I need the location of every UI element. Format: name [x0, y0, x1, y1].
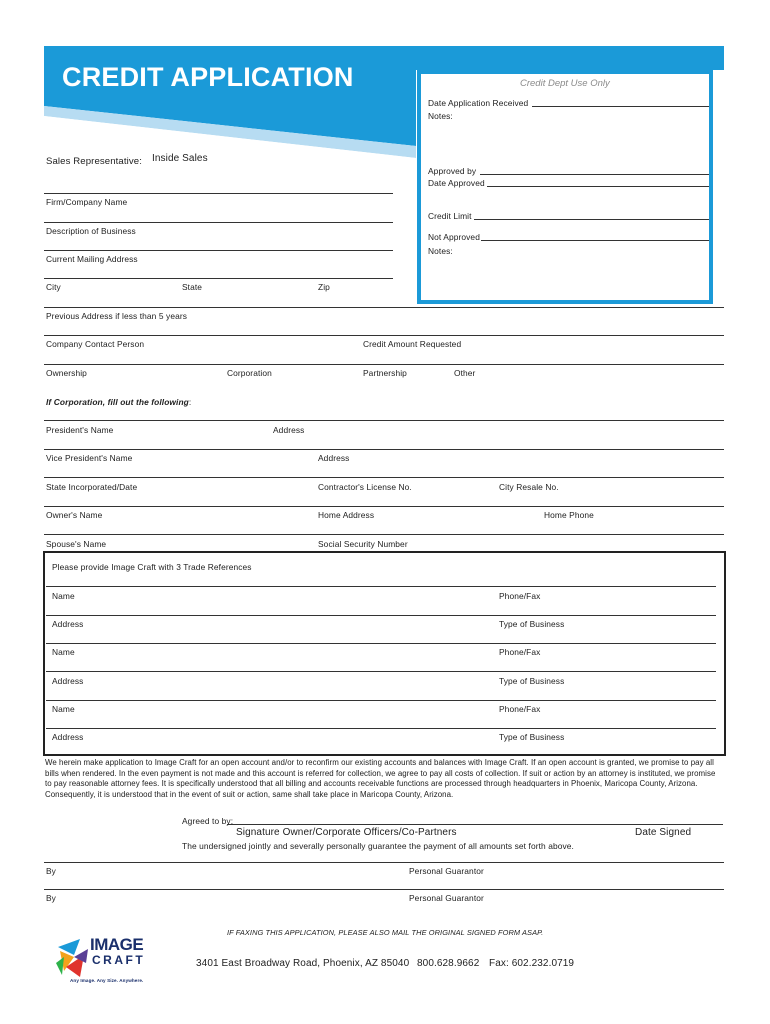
owner-line [44, 506, 724, 507]
approved-by-label: Approved by [428, 166, 477, 176]
president-line [44, 420, 724, 421]
mailing-label: Current Mailing Address [46, 254, 138, 264]
date-received-field[interactable] [532, 106, 709, 107]
description-label: Description of Business [46, 226, 136, 236]
credit-limit-label: Credit Limit [428, 211, 472, 221]
trade-type-3: Type of Business [499, 732, 565, 742]
trade-line-4 [46, 671, 716, 672]
trade-address-1: Address [52, 619, 84, 629]
trade-references-box [43, 551, 726, 756]
trade-type-2: Type of Business [499, 676, 565, 686]
spouse-label: Spouse's Name [46, 539, 107, 549]
trade-phone-1: Phone/Fax [499, 591, 541, 601]
corporation-heading: If Corporation, fill out the following: [46, 397, 192, 407]
date-approved-field[interactable] [487, 186, 709, 187]
trade-phone-2: Phone/Fax [499, 647, 541, 657]
terms-paragraph: We herein make application to Image Craft for an open account and/or to reconfirm our existing accounts and balances with Image Craft. If an open account is granted, we promise to pay all bills when rendered. In the even payment is not made and this account is referred for collection, we agree to pay all costs of collection. If suit or action by an attorney is instituted, we promise to pay reasonable attorney fees. It is specifically understood that all billing and accounts receivable functions are processed through headquarters in Phoenix, Maricopa County, Arizona. Consequently, it is understood that in the event of suit or action, same shall take place in Maricopa County, Arizona. [45, 758, 716, 799]
state-incorporated-label: State Incorporated/Date [46, 482, 138, 492]
agreed-label: Agreed to by: [182, 816, 234, 826]
footer-phone: 800.628.9662 [417, 958, 480, 969]
sales-rep-value[interactable]: Inside Sales [152, 153, 208, 164]
trade-name-2: Name [52, 647, 75, 657]
resale-label: City Resale No. [499, 482, 559, 492]
state-label: State [182, 282, 203, 292]
trade-line-2 [46, 615, 716, 616]
notes-label: Notes: [428, 111, 453, 121]
trade-address-2: Address [52, 676, 84, 686]
guarantor-label-1: Personal Guarantor [409, 866, 484, 876]
spouse-line [44, 534, 724, 535]
previous-line [44, 307, 724, 308]
sales-rep-label: Sales Representative: [46, 156, 142, 167]
guarantor-label-2: Personal Guarantor [409, 893, 484, 903]
date-approved-label: Date Approved [428, 178, 485, 188]
zip-label: Zip [318, 282, 330, 292]
image-craft-logo [54, 935, 164, 990]
other-option[interactable]: Other [454, 368, 476, 378]
trade-intro: Please provide Image Craft with 3 Trade References [52, 562, 252, 572]
corporation-option[interactable]: Corporation [227, 368, 272, 378]
credit-dept-title: Credit Dept Use Only [520, 78, 610, 89]
home-phone-label: Home Phone [544, 510, 594, 520]
previous-address-label: Previous Address if less than 5 years [46, 311, 188, 321]
guarantor-field-2[interactable] [44, 889, 724, 890]
ownership-line [44, 364, 724, 365]
president-address-label: Address [273, 425, 305, 435]
city-label: City [46, 282, 61, 292]
date-signed-label: Date Signed [635, 827, 692, 838]
trade-phone-3: Phone/Fax [499, 704, 541, 714]
footer-fax: Fax: 602.232.0719 [489, 958, 575, 969]
partnership-option[interactable]: Partnership [363, 368, 407, 378]
vice-president-label: Vice President's Name [46, 453, 133, 463]
guarantee-text: The undersigned jointly and severally personally guarantee the payment of all amounts set forth above. [182, 841, 574, 851]
notes-label-2: Notes: [428, 246, 453, 256]
footer-address: 3401 East Broadway Road, Phoenix, AZ 85040 [196, 958, 410, 969]
logo-tagline: Any Image. Any Size. Anywhere. [70, 978, 144, 983]
not-approved-label: Not Approved [428, 232, 480, 242]
city-line [44, 278, 393, 279]
credit-limit-field[interactable] [474, 219, 709, 220]
logo-word-craft: CRAFT [92, 953, 146, 967]
guarantor-field-1[interactable] [44, 862, 724, 863]
contact-line [44, 335, 724, 336]
firm-line [44, 193, 393, 194]
by-label-2: By [46, 893, 56, 903]
contractor-license-label: Contractor's License No. [318, 482, 412, 492]
president-label: President's Name [46, 425, 114, 435]
approved-by-field[interactable] [480, 174, 709, 175]
trade-line-6 [46, 728, 716, 729]
mailing-line [44, 250, 393, 251]
page-title: CREDIT APPLICATION [62, 62, 354, 92]
trade-type-1: Type of Business [499, 619, 565, 629]
faxing-note: IF FAXING THIS APPLICATION, PLEASE ALSO MAIL THE ORIGINAL SIGNED FORM ASAP. [227, 928, 544, 937]
ownership-label: Ownership [46, 368, 87, 378]
vice-address-label: Address [318, 453, 350, 463]
credit-amount-label: Credit Amount Requested [363, 339, 462, 349]
by-label-1: By [46, 866, 56, 876]
signature-field[interactable] [227, 824, 723, 825]
contact-label: Company Contact Person [46, 339, 145, 349]
trade-line-1 [46, 586, 716, 587]
trade-name-3: Name [52, 704, 75, 714]
logo-mark-icon [54, 937, 94, 981]
trade-address-3: Address [52, 732, 84, 742]
description-line [44, 222, 393, 223]
trade-line-3 [46, 643, 716, 644]
date-received-label: Date Application Received [428, 98, 529, 108]
trade-name-1: Name [52, 591, 75, 601]
corporation-heading-text: If Corporation, fill out the following [46, 397, 189, 407]
vice-line [44, 449, 724, 450]
signature-label: Signature Owner/Corporate Officers/Co-Partners [236, 827, 457, 838]
firm-label: Firm/Company Name [46, 197, 128, 207]
home-address-label: Home Address [318, 510, 375, 520]
state-inc-line [44, 477, 724, 478]
owner-label: Owner's Name [46, 510, 103, 520]
not-approved-field[interactable] [481, 240, 709, 241]
ssn-label: Social Security Number [318, 539, 408, 549]
logo-word-image: IMAGE [90, 935, 144, 954]
trade-line-5 [46, 700, 716, 701]
